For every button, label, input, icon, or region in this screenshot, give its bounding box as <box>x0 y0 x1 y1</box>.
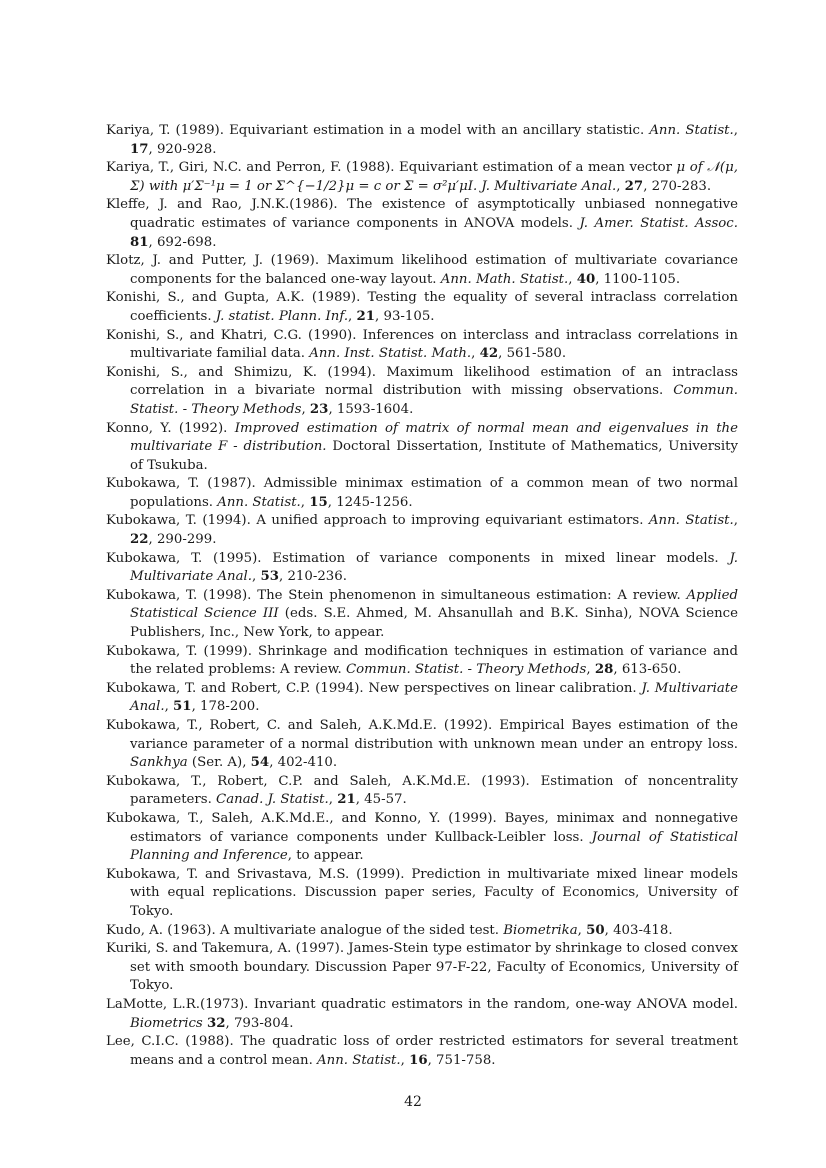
reference-entry <box>106 252 738 289</box>
reference-entry <box>106 866 738 922</box>
reference-volume: 23 <box>309 401 329 417</box>
reference-text: Kubokawa, T., Robert, C. and Saleh, A.K.Md.E. (1992). Empirical Bayes estimation of the variance parameter of a normal distribution with unknown mean under an entropy loss. <box>106 718 738 752</box>
reference-journal: J. Amer. Statist. Assoc. <box>579 215 738 231</box>
reference-text: , <box>616 178 625 194</box>
reference-text: Kubokawa, T., Saleh, A.K.Md.E., and Konno, Y. (1999). Bayes, minimax and nonnegative estimators of variance components under Kullback-Leibler loss. <box>106 810 738 845</box>
reference-text: Konno, Y. (1992). <box>106 420 235 436</box>
reference-entry <box>106 922 738 941</box>
reference-pages: , 751-758. <box>427 1052 496 1068</box>
reference-pages: , 1245-1256. <box>327 494 413 510</box>
reference-entry <box>106 587 738 643</box>
reference-text: , <box>586 662 595 678</box>
reference-text: Kubokawa, T. (1998). The Stein phenomenon in simultaneous estimation: A review. <box>106 587 687 603</box>
reference-entry <box>106 364 738 420</box>
reference-journal: Ann. Statist. <box>649 123 734 138</box>
reference-entry <box>106 773 738 810</box>
reference-text: Konishi, S., and Khatri, C.G. (1990). Inferences on interclass and intraclass correlations in multivariate familial data. <box>106 327 738 362</box>
reference-pages: , 270-283. <box>643 178 712 194</box>
reference-volume: 21 <box>356 308 376 324</box>
reference-entry <box>106 289 738 326</box>
reference-journal: Commun. Statist. - Theory Methods <box>130 383 738 417</box>
reference-text: Kubokawa, T. (1999). Shrinkage and modification techniques in estimation of variance and the related problems: A review. <box>106 643 738 678</box>
reference-volume: 16 <box>409 1052 428 1068</box>
reference-entry <box>106 475 738 512</box>
reference-entry <box>106 940 738 996</box>
reference-journal: Biometrika <box>503 922 578 938</box>
reference-volume: 27 <box>624 178 644 194</box>
reference-entry <box>106 717 738 773</box>
reference-pages: , 793-804. <box>225 1015 294 1031</box>
reference-pages: , 692-698. <box>148 234 217 250</box>
reference-entry <box>106 680 738 717</box>
reference-entry <box>106 810 738 866</box>
reference-journal: Canad. J. Statist. <box>216 792 329 808</box>
reference-text: , <box>471 346 480 362</box>
reference-entry <box>106 327 738 364</box>
reference-list <box>106 122 738 1070</box>
reference-text: , <box>733 123 738 138</box>
reference-journal: Ann. Inst. Statist. Math. <box>309 346 472 362</box>
reference-volume: 53 <box>260 569 280 585</box>
reference-volume: 28 <box>594 662 614 678</box>
reference-text: , <box>300 494 310 510</box>
reference-volume: 42 <box>479 346 499 362</box>
reference-entry <box>106 420 738 476</box>
reference-pages: , 290-299. <box>148 532 217 548</box>
reference-text: Kuriki, S. and Takemura, A. (1997). James-Stein type estimator by shrinkage to closed convex set with smooth boundary. Discussion Paper 97-F-22, Faculty of Economics, University of Tokyo. <box>106 941 738 994</box>
reference-text: , <box>568 271 577 287</box>
reference-text: , <box>301 401 310 417</box>
reference-pages: , 613-650. <box>613 662 682 678</box>
reference-volume: 50 <box>586 922 605 938</box>
reference-text: Kudo, A. (1963). A multivariate analogue of the sided test. <box>106 922 504 938</box>
reference-entry <box>106 996 738 1033</box>
reference-text: Kubokawa, T. (1994). A unified approach to improving equivariant estimators. <box>106 513 649 529</box>
reference-pages: , 1593-1604. <box>328 401 414 417</box>
reference-journal: Sankhya <box>130 755 188 771</box>
reference-journal: Journal of Statistical Planning and Inference <box>130 829 738 864</box>
reference-text: Konishi, S., and Shimizu, K. (1994). Maximum likelihood estimation of an intraclass correlation in a bivariate normal distribution with missing observations. <box>106 364 738 399</box>
reference-entry <box>106 550 738 587</box>
reference-text: (Ser. A), <box>187 755 251 771</box>
reference-entry <box>106 159 738 196</box>
reference-entry <box>106 512 738 549</box>
reference-text: Kleffe, J. and Rao, J.N.K.(1986). The existence of asymptotically unbiased nonnegative quadratic estimates of variance components in ANOVA models. <box>106 197 738 231</box>
reference-volume: 15 <box>309 494 328 510</box>
reference-pages: , 402-410. <box>269 755 338 771</box>
reference-text: Kariya, T., Giri, N.C. and Perron, F. (1988). Equivariant estimation of a mean vector <box>106 160 677 176</box>
reference-text: Lee, C.I.C. (1988). The quadratic loss of order restricted estimators for several treatment means and a control mean. <box>106 1034 738 1068</box>
reference-pages: , 561-580. <box>498 346 567 362</box>
reference-volume: 51 <box>173 699 192 715</box>
reference-text: , <box>164 699 174 715</box>
reference-journal: Applied Statistical Science III <box>130 587 738 622</box>
reference-text: Kubokawa, T. (1995). Estimation of variance components in mixed linear models. <box>106 550 730 566</box>
page-number: 42 <box>404 1094 422 1110</box>
reference-text: Kubokawa, T. and Robert, C.P. (1994). New perspectives on linear calibration. <box>106 680 642 696</box>
reference-text: , <box>348 308 357 324</box>
reference-volume: 54 <box>250 755 270 771</box>
reference-text: Klotz, J. and Putter, J. (1969). Maximum likelihood estimation of multivariate covariance components for the balanced one-way layout. <box>106 253 738 287</box>
reference-text: LaMotte, L.R.(1973). Invariant quadratic estimators in the random, one-way ANOVA model. <box>106 996 738 1012</box>
reference-volume: 17 <box>130 141 149 157</box>
reference-journal: Ann. Statist. <box>648 513 734 529</box>
reference-text: Kubokawa, T. and Srivastava, M.S. (1999). Prediction in multivariate mixed linear models with equal replications. Discussion paper series, Faculty of Economics, University of Tokyo. <box>106 866 738 919</box>
reference-text: Konishi, S., and Gupta, A.K. (1989). Testing the equality of several intraclass correlation coefficients. <box>106 290 738 324</box>
reference-text: Kubokawa, T., Robert, C.P. and Saleh, A.K.Md.E. (1993). Estimation of noncentrality parameters. <box>106 773 738 808</box>
reference-pages: , 93-105. <box>375 308 435 324</box>
reference-journal: Ann. Math. Statist. <box>440 271 569 287</box>
reference-volume: 81 <box>130 234 149 250</box>
reference-journal: Ann. Statist. <box>317 1052 401 1068</box>
reference-volume: 40 <box>576 271 596 287</box>
reference-journal: J. Multivariate Anal. <box>477 178 617 194</box>
reference-text: , to appear. <box>287 848 364 864</box>
reference-pages: , 178-200. <box>191 699 260 715</box>
reference-entry <box>106 643 738 680</box>
reference-journal: Ann. Statist. <box>217 494 301 510</box>
reference-math: μ of 𝒩(μ, Σ) with μ′Σ⁻¹μ = 1 or Σ^{−1/2}μ = c or Σ = σ²μ′μI. <box>130 160 738 194</box>
reference-volume: 21 <box>337 792 356 808</box>
reference-text: Kubokawa, T. (1987). Admissible minimax estimation of a common mean of two normal populations. <box>106 476 738 510</box>
reference-text: , <box>400 1052 410 1068</box>
reference-pages: , 920-928. <box>148 141 217 157</box>
reference-text: , <box>577 922 587 938</box>
reference-journal: J. statist. Plann. Inf. <box>215 308 349 324</box>
reference-journal: Improved estimation of matrix of normal mean and eigenvalues in the multivariate F - distribution. <box>130 420 738 455</box>
reference-journal: Biometrics <box>130 1015 203 1031</box>
reference-text: Kariya, T. (1989). Equivariant estimation in a model with an ancillary statistic. <box>106 123 650 138</box>
reference-journal: J. Multivariate Anal. <box>130 680 738 715</box>
reference-entry <box>106 1033 738 1070</box>
reference-entry <box>106 196 738 252</box>
reference-text: (eds. S.E. Ahmed, M. Ahsanullah and B.K. Sinha), NOVA Science Publishers, Inc., New York, to appear. <box>130 606 739 641</box>
reference-pages: , 210-236. <box>279 569 347 585</box>
reference-text: , <box>328 792 338 808</box>
reference-pages: , 45-57. <box>355 792 407 808</box>
reference-text: , <box>733 513 738 529</box>
reference-text: , <box>252 569 261 585</box>
reference-volume: 32 <box>206 1015 226 1031</box>
reference-pages: , 1100-1105. <box>595 271 681 287</box>
reference-journal: Commun. Statist. - Theory Methods <box>345 662 587 678</box>
reference-journal: J. Multivariate Anal. <box>130 550 738 585</box>
reference-text: Doctoral Dissertation, Institute of Mathematics, University of Tsukuba. <box>130 439 738 473</box>
reference-volume: 22 <box>130 532 149 548</box>
reference-pages: , 403-418. <box>604 922 673 938</box>
reference-entry <box>106 122 738 159</box>
